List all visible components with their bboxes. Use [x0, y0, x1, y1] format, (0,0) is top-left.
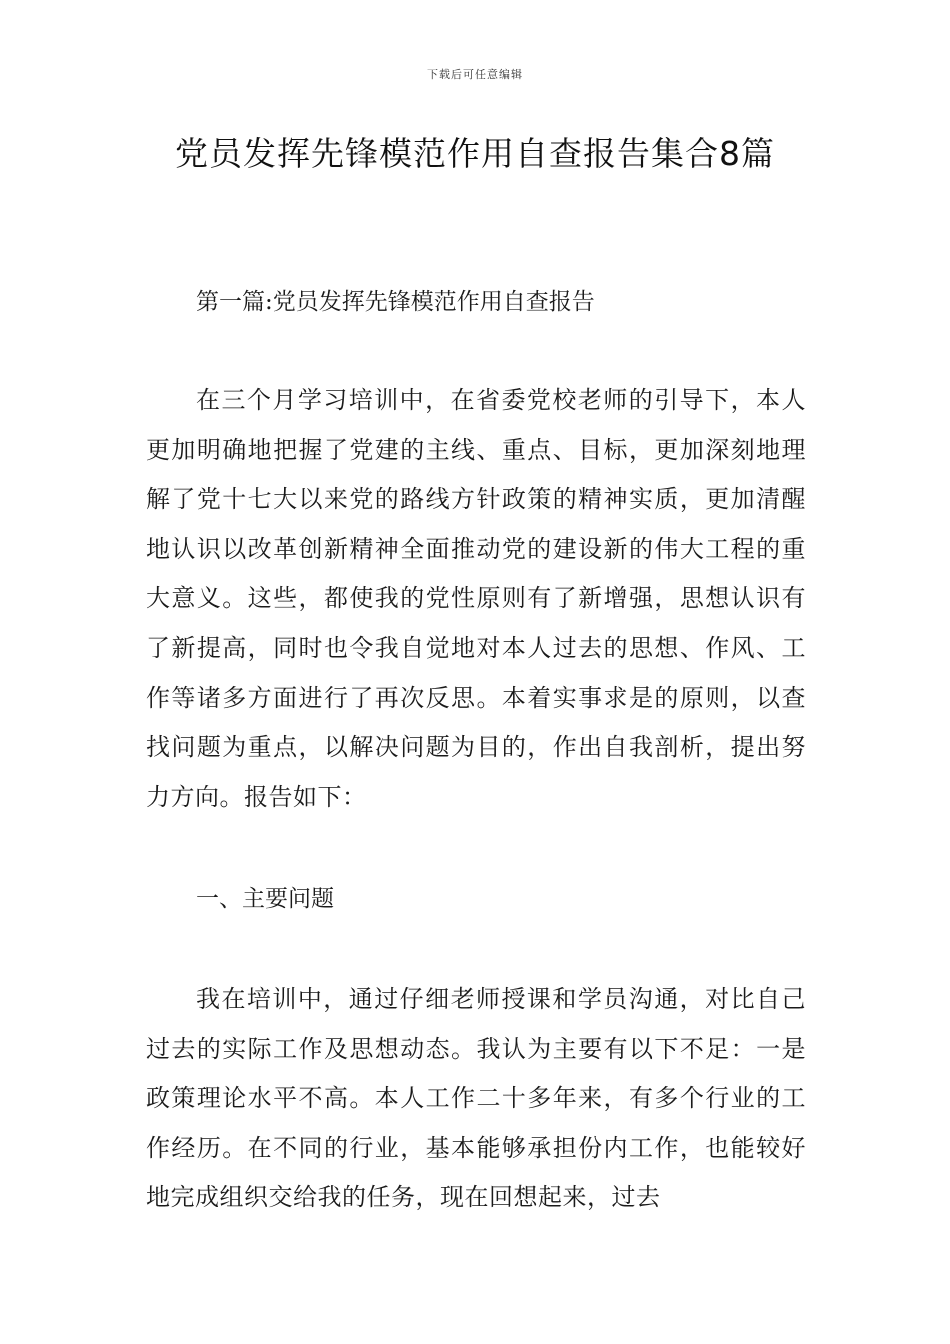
part-heading: 第一篇:党员发挥先锋模范作用自查报告	[196, 289, 595, 315]
section-heading: 一、主要问题	[196, 886, 334, 912]
download-note: 下载后可任意编辑	[427, 68, 523, 81]
body-paragraph: 我在培训中，通过仔细老师授课和学员沟通，对比自己过去的实际工作及思想动态。我认为主要有以下不足：一是政策理论水平不高。本人工作二十多年来，有多个行业的工作经历。在不同的行业，基本能够承担份内工作，也能较好地完成组织交给我的任务，现在回想起来，过去	[146, 985, 806, 1212]
body-paragraph: 在三个月学习培训中，在省委党校老师的引导下，本人更加明确地把握了党建的主线、重点、目标，更加深刻地理解了党十七大以来党的路线方针政策的精神实质，更加清醒地认识以改革创新精神全面推动党的建设新的伟大工程的重大意义。这些，都使我的党性原则有了新增强，思想认识有了新提高，同时也令我自觉地对本人过去的思想、作风、工作等诸多方面进行了再次反思。本着实事求是的原则，以查找问题为重点，以解决问题为目的，作出自我剖析，提出努力方向。报告如下：	[146, 386, 806, 811]
document-title: 党员发挥先锋模范作用自查报告集合8篇	[175, 134, 775, 173]
